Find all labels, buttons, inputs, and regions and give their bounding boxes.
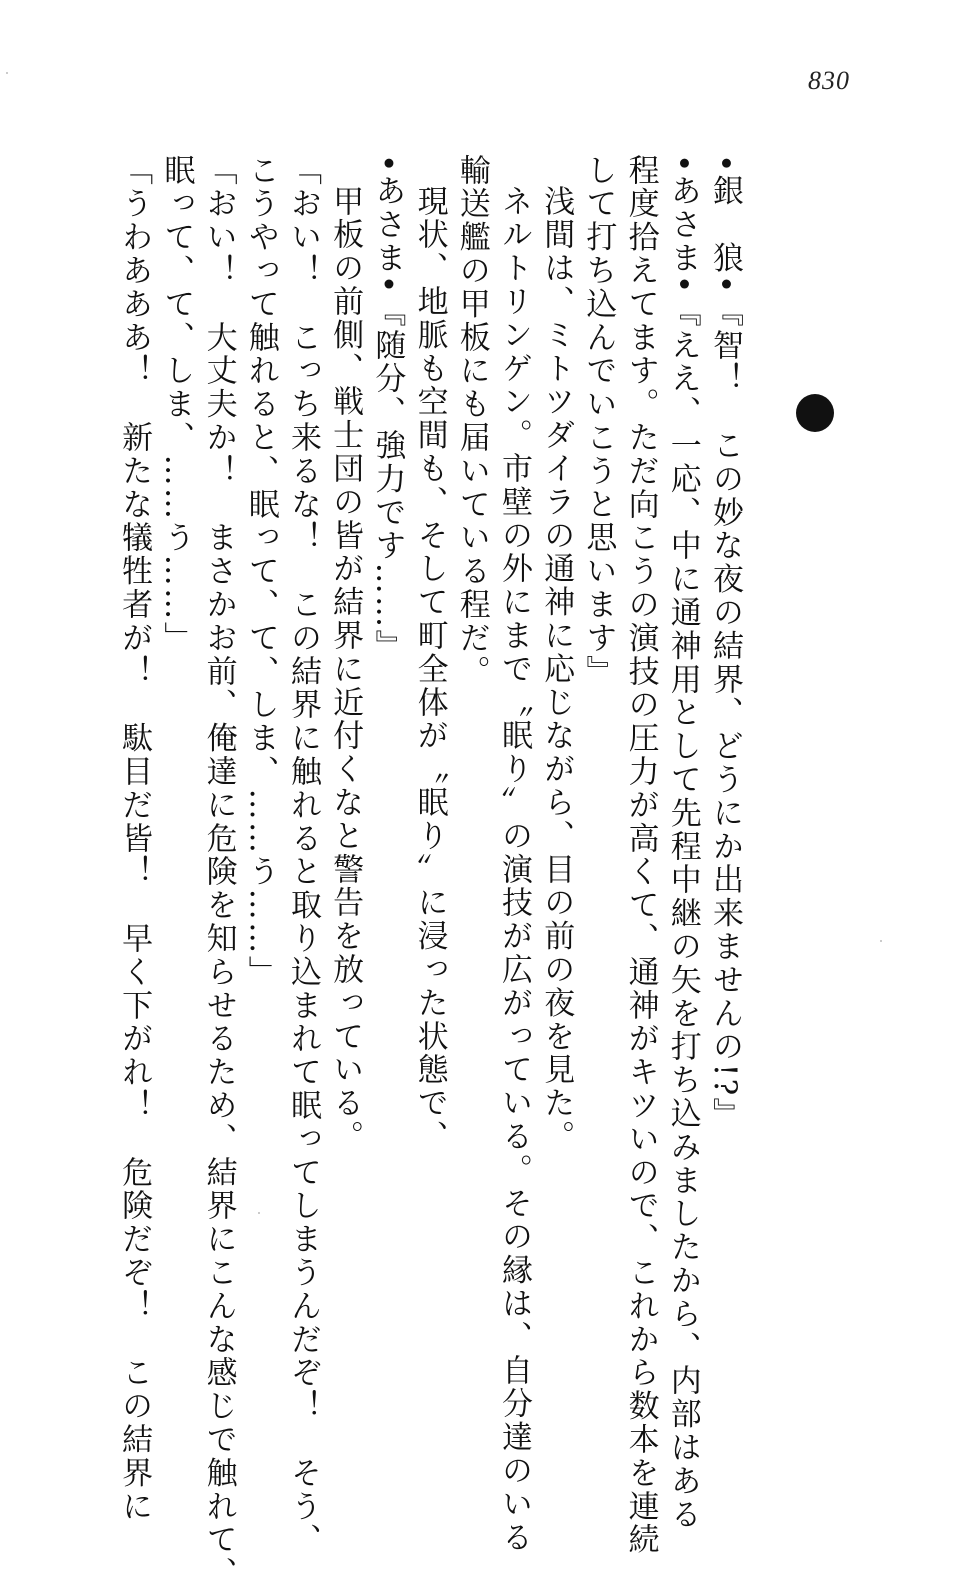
text-line-15: 「うわあああ！ 新たな犠牲者が！ 駄目だ皆！ 早く下がれ！ 危険だぞ！ この結界に [116, 154, 153, 1524]
text-line-9: •あさま•『随分、強力です……』 [369, 154, 406, 663]
text-line-11: 「おい！ こっち来るな！ この結界に触れると取り込まれて眠ってしまうんだぞ！ そう、 [284, 154, 321, 1557]
text-line-5: 浅間は、ミトツダイラの通神に応じながら、目の前の夜を見た。 [538, 185, 575, 1154]
text-line-8: 現状、地脈も空間も、そして町全体が〝眠り〟に浸った状態で、 [411, 185, 448, 1154]
text-line-10: 甲板の前側、戦士団の皆が結界に近付くなと警告を放っている。 [327, 185, 364, 1154]
novel-text-body [113, 154, 746, 1590]
text-line-6: ネルトリンゲン。市壁の外にまで〝眠り〟の演技が広がっている。その縁は、自分達のいる [495, 185, 532, 1555]
text-line-3: 程度拾えてます。ただ向こうの演技の圧力が高くて、通神がキツいので、これから数本を連続 [622, 154, 659, 1557]
text-line-7: 輸送艦の甲板にも届いている程だ。 [453, 154, 490, 689]
scan-speck [258, 1212, 260, 1214]
text-line-14: 眠って、て、しま、……う……」 [158, 154, 195, 655]
text-line-2: •あさま•『ええ、一応、中に通神用として先程中継の矢を打ち込みましたから、内部はある [664, 154, 701, 1532]
scan-speck [880, 940, 882, 942]
text-line-12: こうやって触れると、眠って、て、しま、……う……」 [242, 154, 279, 989]
text-line-4: して打ち込んでいこうと思います』 [580, 154, 617, 689]
scan-speck [6, 72, 8, 74]
section-marker-dot [796, 394, 834, 432]
page-number: 830 [808, 66, 850, 95]
text-line-13: 「おい！ 大丈夫か！ まさかお前、俺達に危険を知らせるため、結界にこんな感じで触れて、 [200, 154, 237, 1590]
text-line-1: •銀 狼•『智！ この妙な夜の結界、どうにか出来ませんの!?』 [707, 154, 743, 1132]
